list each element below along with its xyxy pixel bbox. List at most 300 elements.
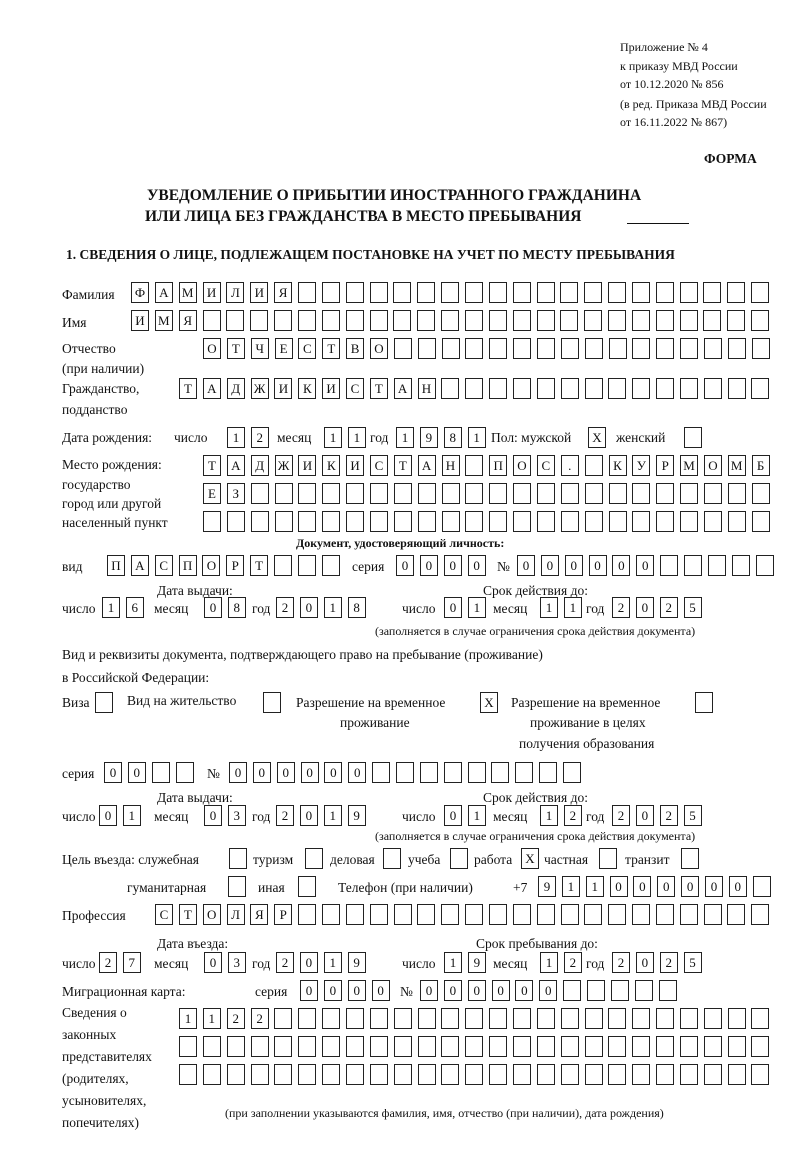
char-cell[interactable]: 0 xyxy=(420,555,438,576)
char-cell[interactable]: 0 xyxy=(104,762,122,783)
char-cell[interactable]: У xyxy=(632,455,650,476)
char-cell[interactable] xyxy=(632,904,650,925)
char-cell[interactable]: И xyxy=(274,378,292,399)
char-cell[interactable] xyxy=(656,338,674,359)
char-cell[interactable]: 8 xyxy=(228,597,246,618)
char-cell[interactable] xyxy=(274,555,292,576)
char-cell[interactable]: 3 xyxy=(228,805,246,826)
char-cell[interactable]: Ч xyxy=(251,338,269,359)
char-cell[interactable] xyxy=(704,904,722,925)
char-cell[interactable] xyxy=(611,980,629,1001)
char-cell[interactable] xyxy=(441,310,459,331)
char-cell[interactable] xyxy=(703,310,721,331)
char-cell[interactable]: . xyxy=(561,455,579,476)
char-cell[interactable]: 0 xyxy=(324,980,342,1001)
char-cell[interactable] xyxy=(322,1008,340,1029)
char-cell[interactable] xyxy=(752,511,770,532)
char-cell[interactable] xyxy=(275,483,293,504)
char-cell[interactable] xyxy=(203,1064,221,1085)
char-cell[interactable]: Л xyxy=(226,282,244,303)
char-cell[interactable] xyxy=(585,511,603,532)
char-cell[interactable]: 9 xyxy=(468,952,486,973)
char-cell[interactable]: 1 xyxy=(468,427,486,448)
char-cell[interactable] xyxy=(468,762,486,783)
char-cell[interactable]: 5 xyxy=(684,952,702,973)
char-cell[interactable] xyxy=(418,483,436,504)
char-cell[interactable] xyxy=(632,1036,650,1057)
char-cell[interactable] xyxy=(728,1008,746,1029)
char-cell[interactable]: 0 xyxy=(633,876,651,897)
char-cell[interactable]: О xyxy=(203,338,221,359)
char-cell[interactable]: 2 xyxy=(276,805,294,826)
checkbox[interactable] xyxy=(229,848,247,869)
char-cell[interactable]: К xyxy=(322,455,340,476)
char-cell[interactable]: 0 xyxy=(277,762,295,783)
char-cell[interactable] xyxy=(632,1064,650,1085)
char-cell[interactable] xyxy=(608,904,626,925)
char-cell[interactable] xyxy=(441,1036,459,1057)
char-cell[interactable] xyxy=(513,904,531,925)
char-cell[interactable] xyxy=(298,282,316,303)
char-cell[interactable] xyxy=(489,338,507,359)
char-cell[interactable]: 0 xyxy=(636,805,654,826)
char-cell[interactable] xyxy=(298,1008,316,1029)
char-cell[interactable] xyxy=(609,483,627,504)
char-cell[interactable]: 0 xyxy=(657,876,675,897)
char-cell[interactable] xyxy=(561,338,579,359)
char-cell[interactable] xyxy=(298,511,316,532)
char-cell[interactable] xyxy=(203,1036,221,1057)
char-cell[interactable] xyxy=(394,1008,412,1029)
char-cell[interactable] xyxy=(513,310,531,331)
char-cell[interactable]: И xyxy=(250,282,268,303)
char-cell[interactable] xyxy=(608,310,626,331)
char-cell[interactable] xyxy=(227,511,245,532)
char-cell[interactable] xyxy=(680,282,698,303)
char-cell[interactable] xyxy=(322,904,340,925)
char-cell[interactable] xyxy=(704,1036,722,1057)
checkbox[interactable] xyxy=(263,692,281,713)
char-cell[interactable] xyxy=(609,511,627,532)
char-cell[interactable] xyxy=(584,310,602,331)
char-cell[interactable]: 0 xyxy=(420,980,438,1001)
char-cell[interactable] xyxy=(179,1036,197,1057)
char-cell[interactable]: М xyxy=(179,282,197,303)
char-cell[interactable] xyxy=(537,378,555,399)
char-cell[interactable] xyxy=(346,1036,364,1057)
char-cell[interactable]: Д xyxy=(251,455,269,476)
char-cell[interactable] xyxy=(513,1064,531,1085)
char-cell[interactable] xyxy=(680,1064,698,1085)
char-cell[interactable] xyxy=(513,1036,531,1057)
char-cell[interactable]: Д xyxy=(227,378,245,399)
char-cell[interactable] xyxy=(537,483,555,504)
char-cell[interactable]: 1 xyxy=(324,805,342,826)
checkbox[interactable] xyxy=(383,848,401,869)
char-cell[interactable] xyxy=(513,282,531,303)
char-cell[interactable]: А xyxy=(394,378,412,399)
char-cell[interactable]: П xyxy=(179,555,197,576)
char-cell[interactable] xyxy=(680,378,698,399)
char-cell[interactable] xyxy=(727,310,745,331)
checkbox[interactable] xyxy=(298,876,316,897)
char-cell[interactable] xyxy=(656,310,674,331)
char-cell[interactable] xyxy=(680,310,698,331)
char-cell[interactable]: О xyxy=(370,338,388,359)
char-cell[interactable] xyxy=(442,483,460,504)
char-cell[interactable]: А xyxy=(418,455,436,476)
char-cell[interactable]: 0 xyxy=(253,762,271,783)
checkbox[interactable] xyxy=(684,427,702,448)
char-cell[interactable]: 0 xyxy=(636,555,654,576)
char-cell[interactable] xyxy=(727,904,745,925)
char-cell[interactable]: 0 xyxy=(396,555,414,576)
char-cell[interactable]: 1 xyxy=(123,805,141,826)
char-cell[interactable] xyxy=(684,555,702,576)
char-cell[interactable] xyxy=(563,980,581,1001)
char-cell[interactable]: М xyxy=(680,455,698,476)
char-cell[interactable]: 0 xyxy=(517,555,535,576)
char-cell[interactable] xyxy=(227,1036,245,1057)
char-cell[interactable] xyxy=(608,1036,626,1057)
char-cell[interactable] xyxy=(417,904,435,925)
char-cell[interactable] xyxy=(728,1064,746,1085)
char-cell[interactable]: 1 xyxy=(468,597,486,618)
char-cell[interactable] xyxy=(274,1008,292,1029)
char-cell[interactable]: 3 xyxy=(228,952,246,973)
char-cell[interactable]: Л xyxy=(227,904,245,925)
char-cell[interactable] xyxy=(585,483,603,504)
char-cell[interactable] xyxy=(513,483,531,504)
char-cell[interactable]: 1 xyxy=(102,597,120,618)
checkbox[interactable] xyxy=(228,876,246,897)
char-cell[interactable] xyxy=(152,762,170,783)
char-cell[interactable] xyxy=(680,1008,698,1029)
char-cell[interactable]: 2 xyxy=(660,805,678,826)
char-cell[interactable]: 0 xyxy=(324,762,342,783)
char-cell[interactable] xyxy=(465,1036,483,1057)
char-cell[interactable]: О xyxy=(513,455,531,476)
char-cell[interactable]: А xyxy=(227,455,245,476)
char-cell[interactable] xyxy=(680,511,698,532)
char-cell[interactable] xyxy=(298,1064,316,1085)
char-cell[interactable] xyxy=(584,904,602,925)
char-cell[interactable] xyxy=(394,1036,412,1057)
char-cell[interactable] xyxy=(751,310,769,331)
char-cell[interactable] xyxy=(489,378,507,399)
char-cell[interactable] xyxy=(632,511,650,532)
char-cell[interactable] xyxy=(561,1008,579,1029)
char-cell[interactable] xyxy=(537,511,555,532)
char-cell[interactable] xyxy=(489,1036,507,1057)
char-cell[interactable]: 2 xyxy=(612,952,630,973)
char-cell[interactable] xyxy=(563,762,581,783)
char-cell[interactable] xyxy=(656,511,674,532)
char-cell[interactable] xyxy=(680,483,698,504)
char-cell[interactable] xyxy=(561,378,579,399)
char-cell[interactable]: 8 xyxy=(444,427,462,448)
char-cell[interactable] xyxy=(513,1008,531,1029)
char-cell[interactable] xyxy=(560,310,578,331)
char-cell[interactable] xyxy=(298,904,316,925)
char-cell[interactable] xyxy=(585,455,603,476)
char-cell[interactable]: 2 xyxy=(564,952,582,973)
char-cell[interactable] xyxy=(632,378,650,399)
char-cell[interactable]: 0 xyxy=(610,876,628,897)
char-cell[interactable] xyxy=(370,1036,388,1057)
char-cell[interactable]: 0 xyxy=(128,762,146,783)
checkbox[interactable] xyxy=(599,848,617,869)
char-cell[interactable] xyxy=(585,1064,603,1085)
char-cell[interactable]: А xyxy=(203,378,221,399)
char-cell[interactable]: Т xyxy=(370,378,388,399)
char-cell[interactable]: 1 xyxy=(564,597,582,618)
char-cell[interactable]: О xyxy=(202,555,220,576)
char-cell[interactable] xyxy=(561,511,579,532)
char-cell[interactable] xyxy=(417,282,435,303)
char-cell[interactable] xyxy=(537,1064,555,1085)
char-cell[interactable]: 0 xyxy=(492,980,510,1001)
char-cell[interactable] xyxy=(441,378,459,399)
char-cell[interactable] xyxy=(372,762,390,783)
char-cell[interactable]: 1 xyxy=(540,597,558,618)
char-cell[interactable]: А xyxy=(131,555,149,576)
char-cell[interactable]: Е xyxy=(203,483,221,504)
char-cell[interactable]: 7 xyxy=(123,952,141,973)
char-cell[interactable] xyxy=(680,338,698,359)
char-cell[interactable] xyxy=(417,310,435,331)
char-cell[interactable]: 0 xyxy=(541,555,559,576)
char-cell[interactable] xyxy=(537,904,555,925)
char-cell[interactable] xyxy=(560,282,578,303)
char-cell[interactable] xyxy=(346,1064,364,1085)
char-cell[interactable] xyxy=(704,1064,722,1085)
char-cell[interactable]: Т xyxy=(203,455,221,476)
char-cell[interactable] xyxy=(346,904,364,925)
char-cell[interactable] xyxy=(708,555,726,576)
char-cell[interactable] xyxy=(728,1036,746,1057)
char-cell[interactable] xyxy=(418,1036,436,1057)
char-cell[interactable] xyxy=(632,338,650,359)
char-cell[interactable] xyxy=(394,904,412,925)
char-cell[interactable] xyxy=(418,1064,436,1085)
char-cell[interactable] xyxy=(660,555,678,576)
char-cell[interactable] xyxy=(370,1008,388,1029)
char-cell[interactable]: 8 xyxy=(348,597,366,618)
char-cell[interactable] xyxy=(393,310,411,331)
char-cell[interactable]: 0 xyxy=(468,980,486,1001)
char-cell[interactable] xyxy=(751,378,769,399)
char-cell[interactable] xyxy=(632,310,650,331)
char-cell[interactable]: А xyxy=(155,282,173,303)
char-cell[interactable]: О xyxy=(704,455,722,476)
char-cell[interactable]: Т xyxy=(322,338,340,359)
char-cell[interactable]: 0 xyxy=(444,555,462,576)
char-cell[interactable]: 2 xyxy=(276,597,294,618)
char-cell[interactable]: 1 xyxy=(540,805,558,826)
char-cell[interactable] xyxy=(322,1036,340,1057)
char-cell[interactable] xyxy=(680,1036,698,1057)
char-cell[interactable] xyxy=(370,1064,388,1085)
char-cell[interactable] xyxy=(251,483,269,504)
char-cell[interactable] xyxy=(751,904,769,925)
char-cell[interactable]: 0 xyxy=(589,555,607,576)
char-cell[interactable] xyxy=(585,338,603,359)
char-cell[interactable]: Я xyxy=(179,310,197,331)
char-cell[interactable]: 1 xyxy=(324,952,342,973)
char-cell[interactable]: 2 xyxy=(227,1008,245,1029)
char-cell[interactable] xyxy=(728,483,746,504)
char-cell[interactable]: 6 xyxy=(126,597,144,618)
char-cell[interactable] xyxy=(393,282,411,303)
char-cell[interactable]: 1 xyxy=(324,597,342,618)
char-cell[interactable]: 0 xyxy=(300,805,318,826)
char-cell[interactable] xyxy=(752,338,770,359)
char-cell[interactable] xyxy=(587,980,605,1001)
char-cell[interactable] xyxy=(608,282,626,303)
char-cell[interactable]: 1 xyxy=(203,1008,221,1029)
char-cell[interactable] xyxy=(489,1064,507,1085)
char-cell[interactable] xyxy=(489,310,507,331)
char-cell[interactable]: 2 xyxy=(251,1008,269,1029)
char-cell[interactable] xyxy=(704,338,722,359)
char-cell[interactable]: Т xyxy=(179,904,197,925)
char-cell[interactable] xyxy=(561,1064,579,1085)
char-cell[interactable]: 1 xyxy=(179,1008,197,1029)
char-cell[interactable] xyxy=(442,511,460,532)
char-cell[interactable]: 1 xyxy=(324,427,342,448)
char-cell[interactable] xyxy=(346,511,364,532)
char-cell[interactable] xyxy=(515,762,533,783)
char-cell[interactable] xyxy=(298,483,316,504)
char-cell[interactable] xyxy=(251,1036,269,1057)
char-cell[interactable] xyxy=(632,1008,650,1029)
char-cell[interactable] xyxy=(703,282,721,303)
char-cell[interactable]: 0 xyxy=(681,876,699,897)
char-cell[interactable] xyxy=(608,1008,626,1029)
char-cell[interactable] xyxy=(322,483,340,504)
char-cell[interactable]: 1 xyxy=(348,427,366,448)
char-cell[interactable]: 1 xyxy=(227,427,245,448)
char-cell[interactable]: Т xyxy=(179,378,197,399)
char-cell[interactable]: 1 xyxy=(562,876,580,897)
char-cell[interactable]: 0 xyxy=(636,597,654,618)
char-cell[interactable]: И xyxy=(322,378,340,399)
char-cell[interactable]: И xyxy=(346,455,364,476)
char-cell[interactable] xyxy=(584,282,602,303)
char-cell[interactable]: 0 xyxy=(300,980,318,1001)
char-cell[interactable]: 0 xyxy=(468,555,486,576)
char-cell[interactable]: 2 xyxy=(99,952,117,973)
char-cell[interactable] xyxy=(465,282,483,303)
char-cell[interactable]: С xyxy=(370,455,388,476)
char-cell[interactable]: 0 xyxy=(301,762,319,783)
char-cell[interactable] xyxy=(752,483,770,504)
char-cell[interactable]: 0 xyxy=(515,980,533,1001)
char-cell[interactable]: 1 xyxy=(396,427,414,448)
char-cell[interactable] xyxy=(608,1064,626,1085)
char-cell[interactable] xyxy=(227,1064,245,1085)
char-cell[interactable] xyxy=(203,511,221,532)
char-cell[interactable]: 2 xyxy=(660,597,678,618)
char-cell[interactable] xyxy=(608,378,626,399)
char-cell[interactable]: Т xyxy=(394,455,412,476)
char-cell[interactable] xyxy=(659,980,677,1001)
char-cell[interactable]: 0 xyxy=(204,597,222,618)
char-cell[interactable] xyxy=(465,310,483,331)
char-cell[interactable] xyxy=(394,511,412,532)
char-cell[interactable]: 1 xyxy=(540,952,558,973)
char-cell[interactable] xyxy=(298,1036,316,1057)
char-cell[interactable] xyxy=(728,511,746,532)
char-cell[interactable] xyxy=(491,762,509,783)
char-cell[interactable]: 0 xyxy=(348,762,366,783)
char-cell[interactable] xyxy=(704,483,722,504)
char-cell[interactable]: 0 xyxy=(565,555,583,576)
char-cell[interactable] xyxy=(275,511,293,532)
char-cell[interactable]: И xyxy=(298,455,316,476)
char-cell[interactable]: С xyxy=(155,555,173,576)
char-cell[interactable] xyxy=(751,1036,769,1057)
char-cell[interactable] xyxy=(370,511,388,532)
char-cell[interactable] xyxy=(394,1064,412,1085)
char-cell[interactable] xyxy=(489,282,507,303)
char-cell[interactable]: 0 xyxy=(204,805,222,826)
char-cell[interactable]: Я xyxy=(274,282,292,303)
char-cell[interactable]: З xyxy=(227,483,245,504)
char-cell[interactable] xyxy=(441,904,459,925)
char-cell[interactable] xyxy=(561,483,579,504)
char-cell[interactable] xyxy=(513,338,531,359)
char-cell[interactable] xyxy=(346,282,364,303)
char-cell[interactable]: С xyxy=(346,378,364,399)
char-cell[interactable]: М xyxy=(728,455,746,476)
char-cell[interactable]: 2 xyxy=(612,597,630,618)
char-cell[interactable] xyxy=(441,1064,459,1085)
char-cell[interactable]: 0 xyxy=(705,876,723,897)
char-cell[interactable] xyxy=(179,1064,197,1085)
char-cell[interactable] xyxy=(346,1008,364,1029)
char-cell[interactable] xyxy=(751,1008,769,1029)
char-cell[interactable]: Ж xyxy=(251,378,269,399)
char-cell[interactable] xyxy=(561,904,579,925)
char-cell[interactable] xyxy=(465,483,483,504)
char-cell[interactable]: 9 xyxy=(348,952,366,973)
char-cell[interactable] xyxy=(489,1008,507,1029)
char-cell[interactable] xyxy=(656,483,674,504)
char-cell[interactable] xyxy=(465,1064,483,1085)
char-cell[interactable]: 0 xyxy=(99,805,117,826)
char-cell[interactable]: 9 xyxy=(538,876,556,897)
char-cell[interactable] xyxy=(728,378,746,399)
char-cell[interactable]: 2 xyxy=(251,427,269,448)
char-cell[interactable]: 0 xyxy=(372,980,390,1001)
char-cell[interactable] xyxy=(322,1064,340,1085)
char-cell[interactable]: К xyxy=(298,378,316,399)
char-cell[interactable] xyxy=(753,876,771,897)
char-cell[interactable]: 0 xyxy=(636,952,654,973)
char-cell[interactable] xyxy=(656,378,674,399)
char-cell[interactable]: 0 xyxy=(539,980,557,1001)
char-cell[interactable] xyxy=(539,762,557,783)
char-cell[interactable]: 0 xyxy=(444,805,462,826)
char-cell[interactable]: Б xyxy=(752,455,770,476)
char-cell[interactable] xyxy=(656,1036,674,1057)
char-cell[interactable] xyxy=(513,511,531,532)
char-cell[interactable] xyxy=(346,310,364,331)
char-cell[interactable] xyxy=(728,338,746,359)
char-cell[interactable]: О xyxy=(203,904,221,925)
